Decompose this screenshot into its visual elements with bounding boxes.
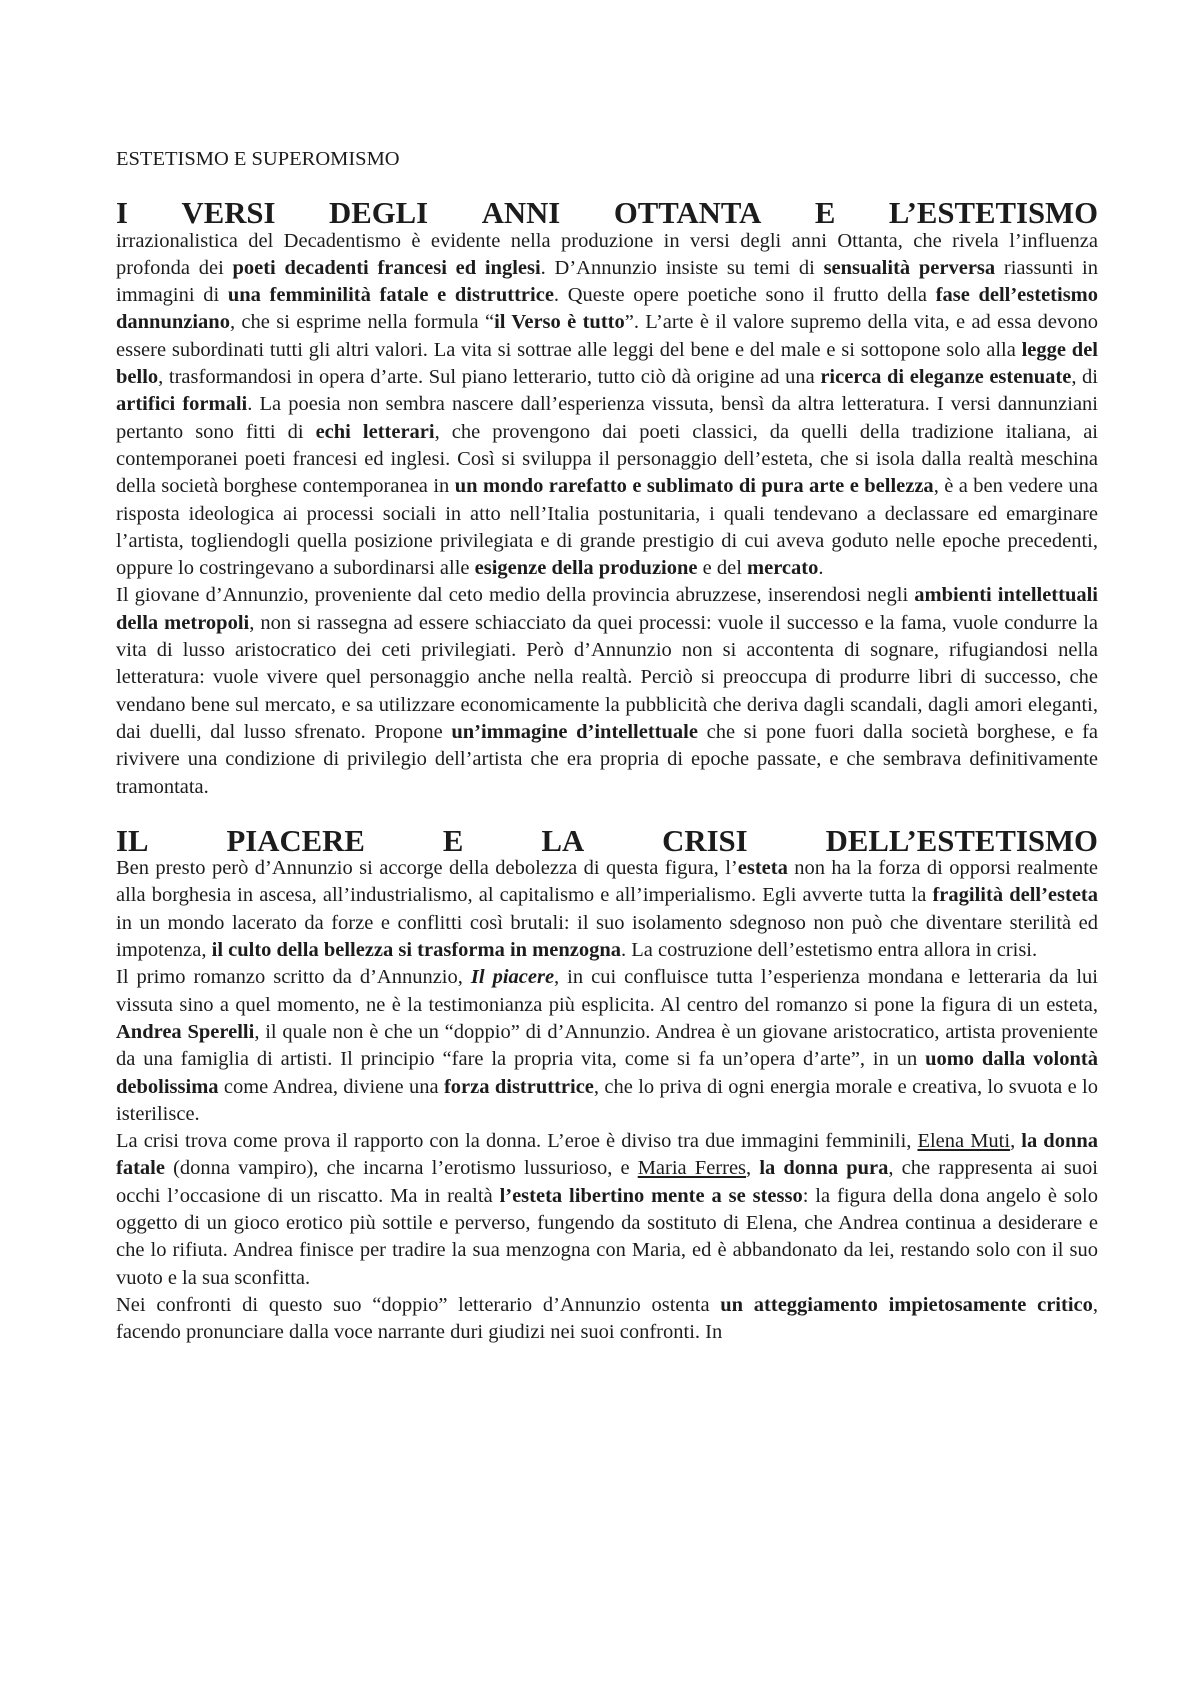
emphasis-text: un’immagine d’intellettuale — [451, 720, 698, 743]
body-text: Nei confronti di questo suo “doppio” letterario d’Annunzio ostenta — [116, 1293, 721, 1316]
body-text: che si pone fuori dalla società borghese, e fa rivivere una condizione di privilegio dell’artista che era propria di epoche passate, e che sembrava definitivamente tramontata. — [116, 720, 1099, 798]
body-text: , di — [1071, 366, 1099, 389]
section-heading-word: VERSI — [181, 196, 276, 231]
emphasis-text: il Verso è tutto — [494, 311, 625, 334]
emphasis-text: Andrea Sperelli — [116, 1020, 255, 1043]
section-heading-word: E — [814, 196, 836, 231]
section-paragraph — [116, 964, 1098, 1128]
body-text: : la figura della dona angelo è solo oggetto di un gioco erotico più sottile e perverso, fungendo da sostituto di Elena, che Andrea continua a desiderare e che lo rifiuta. Andrea finisce per tradire la sua menzogna con Maria, ed è abbandonato da lei, restando solo con il suo vuoto e la sua sconfitta. — [116, 1184, 1098, 1289]
section-heading-word: DELL’ESTETISMO — [825, 823, 1098, 858]
emphasis-text: un atteggiamento impietosamente critico — [720, 1293, 1093, 1316]
section-heading — [116, 823, 1098, 858]
emphasis-text: un mondo rarefatto e sublimato di pura arte e bellezza — [454, 475, 934, 498]
body-text: , facendo pronunciare dalla voce narrante duri giudizi nei suoi confronti. In — [116, 1293, 1098, 1344]
emphasis-text: la donna fatale — [116, 1130, 1098, 1180]
body-text: , — [1010, 1130, 1022, 1153]
body-text: come Andrea, diviene una — [218, 1075, 444, 1098]
section-heading-word: IL — [116, 823, 149, 858]
body-text: , il quale non è che un “doppio” di d’Annunzio. Andrea è un giovane aristocratico, artista proveniente da una famiglia di artisti. Il principio “fare la propria vita, come si fa un’opera d’arte”, in un — [116, 1020, 1099, 1071]
section-heading-word: PIACERE — [226, 823, 365, 858]
section — [116, 823, 1099, 1347]
emphasis-text: fase dell’estetismo dannunziano — [116, 284, 1099, 334]
section-heading-word: CRISI — [662, 823, 748, 858]
body-text: (donna vampiro), che incarna l’erotismo lussurioso, e — [164, 1157, 638, 1180]
emphasis-text: Il piacere — [470, 966, 555, 989]
document-title: ESTETISMO E SUPEROMISMO — [116, 148, 400, 170]
section-heading-word: I — [116, 196, 128, 231]
emphasis-text: poeti decadenti francesi ed inglesi — [232, 256, 541, 279]
body-text: . D’Annunzio insiste su temi di — [540, 256, 824, 279]
body-text: , che rappresenta ai suoi occhi l’occasione di un riscatto. Ma in realtà — [116, 1157, 1098, 1207]
emphasis-text: legge del bello — [116, 338, 1098, 389]
emphasis-text: uomo dalla volontà debolissima — [116, 1048, 1098, 1098]
body-text: Ben presto però d’Annunzio si accorge della debolezza di questa figura, l’ — [116, 857, 738, 880]
underlined-name: Elena Muti — [917, 1130, 1011, 1153]
body-text: , che provengono dai poeti classici, da quelli della tradizione italiana, ai contemporanei poeti francesi ed inglesi. Così si sviluppa il personaggio dell’esteta, che si isola dalla realtà meschina della società borghese contemporanea in — [116, 420, 1099, 498]
section-heading-word: DEGLI — [329, 196, 429, 231]
emphasis-text: esteta — [737, 857, 788, 880]
emphasis-text: mercato — [747, 557, 819, 580]
section-paragraph — [116, 228, 1098, 583]
emphasis-text: forza distruttrice — [443, 1075, 594, 1098]
body-text: Il giovane d’Annunzio, proveniente dal ceto medio della provincia abruzzese, inserendosi negli — [116, 584, 915, 607]
emphasis-text: il culto della bellezza si trasforma in menzogna — [211, 939, 622, 962]
document-page — [116, 146, 1098, 1373]
section-paragraph — [116, 1292, 1098, 1347]
body-text: ”. L’arte è il valore supremo della vita, e ad essa devono essere subordinati tutti gli altri valori. La vita si sottrae alle leggi del bene e del male e si sottopone solo alla — [116, 311, 1099, 361]
section-heading-word: E — [442, 823, 464, 858]
emphasis-text: esigenze della produzione — [474, 557, 698, 580]
emphasis-text: fragilità dell’esteta — [932, 884, 1098, 907]
emphasis-text: ambienti intellettuali della metropoli — [116, 584, 1099, 634]
body-text: , in cui confluisce tutta l’esperienza mondana e letteraria da lui vissuta sino a quel momento, ne è la testimonianza più esplicita. Al centro del romanzo si pone la figura di un esteta, — [116, 966, 1098, 1016]
emphasis-text: artifici formali — [116, 393, 248, 416]
section-paragraph — [116, 1128, 1098, 1292]
section-heading — [116, 196, 1098, 231]
emphasis-text: ricerca di eleganze estenuate — [820, 366, 1072, 389]
body-text: riassunti in immagini di — [116, 256, 1099, 307]
body-text: , che lo priva di ogni energia morale e creativa, lo svuota e lo isterilisce. — [116, 1075, 1099, 1125]
emphasis-text: echi letterari — [315, 420, 435, 443]
body-text: irrazionalistica del Decadentismo è evidente nella produzione in versi degli anni Ottanta, che rivela l’influenza profonda dei — [116, 229, 1098, 279]
body-text: , è a ben vedere una risposta ideologica ai processi sociali in atto nell’Italia postunitaria, i quali tendevano a declassare ed emarginare l’artista, togliendogli quella posizione privilegiata e di grande prestigio di cui aveva goduto nelle epoche precedenti, oppure lo costringevano a subordinarsi alle — [116, 475, 1098, 580]
body-text: non ha la forza di opporsi realmente alla borghesia in ascesa, all’industrialismo, al capitalismo e all’imperialismo. Egli avverte tutta la — [116, 857, 1098, 907]
body-text: , — [746, 1157, 760, 1180]
body-text: , non si rassegna ad essere schiacciato da quei processi: vuole il successo e la fama, vuole condurre la vita di lusso aristocratico dei ceti privilegiati. Però d’Annunzio non si accontenta di sognare, rifugiandosi nella letteratura: vuole vivere quel personaggio anche nella realtà. Perciò si preoccupa di produrre libri di successo, che vendano bene sul mercato, e sa utilizzare economicamente la pubblicità che deriva dagli scandali, dagli amori eleganti, dai duelli, dal lusso sfrenato. Propone — [116, 611, 1098, 743]
body-text: . — [818, 557, 824, 580]
section-heading-word: OTTANTA — [613, 196, 762, 231]
emphasis-text: una femminilità fatale e distruttrice — [227, 284, 554, 307]
section — [116, 196, 1099, 801]
body-text: , trasformandosi in opera d’arte. Sul piano letterario, tutto ciò dà origine ad una — [158, 366, 821, 389]
emphasis-text: sensualità perversa — [823, 256, 996, 279]
document-sections — [116, 196, 1099, 1346]
body-text: e del — [697, 557, 748, 580]
body-text: . Queste opere poetiche sono il frutto della — [553, 284, 936, 307]
body-text: . La poesia non sembra nascere dall’esperienza vissuta, bensì da altra letteratura. I versi dannunziani pertanto sono fitti di — [116, 393, 1098, 443]
section-heading-word: ANNI — [481, 196, 561, 231]
emphasis-text: l’esteta libertino mente a se stesso — [499, 1184, 803, 1207]
section-heading-word: LA — [541, 823, 585, 858]
emphasis-text: la donna pura — [759, 1157, 889, 1180]
section-paragraph — [116, 582, 1098, 800]
section-paragraph — [116, 855, 1098, 964]
body-text: La crisi trova come prova il rapporto con la donna. L’eroe è diviso tra due immagini femminili, — [116, 1130, 918, 1153]
body-text: Il primo romanzo scritto da d’Annunzio, — [116, 966, 471, 989]
underlined-name: Maria Ferres — [637, 1157, 747, 1180]
body-text: , che si esprime nella formula “ — [229, 311, 495, 334]
section-heading-word: L’ESTETISMO — [888, 196, 1098, 231]
body-text: in un mondo lacerato da forze e conflitti così brutali: il suo isolamento sdegnoso non può che diventare sterilità ed impotenza, — [116, 911, 1098, 962]
body-text: . La costruzione dell’estetismo entra allora in crisi. — [621, 939, 1038, 962]
